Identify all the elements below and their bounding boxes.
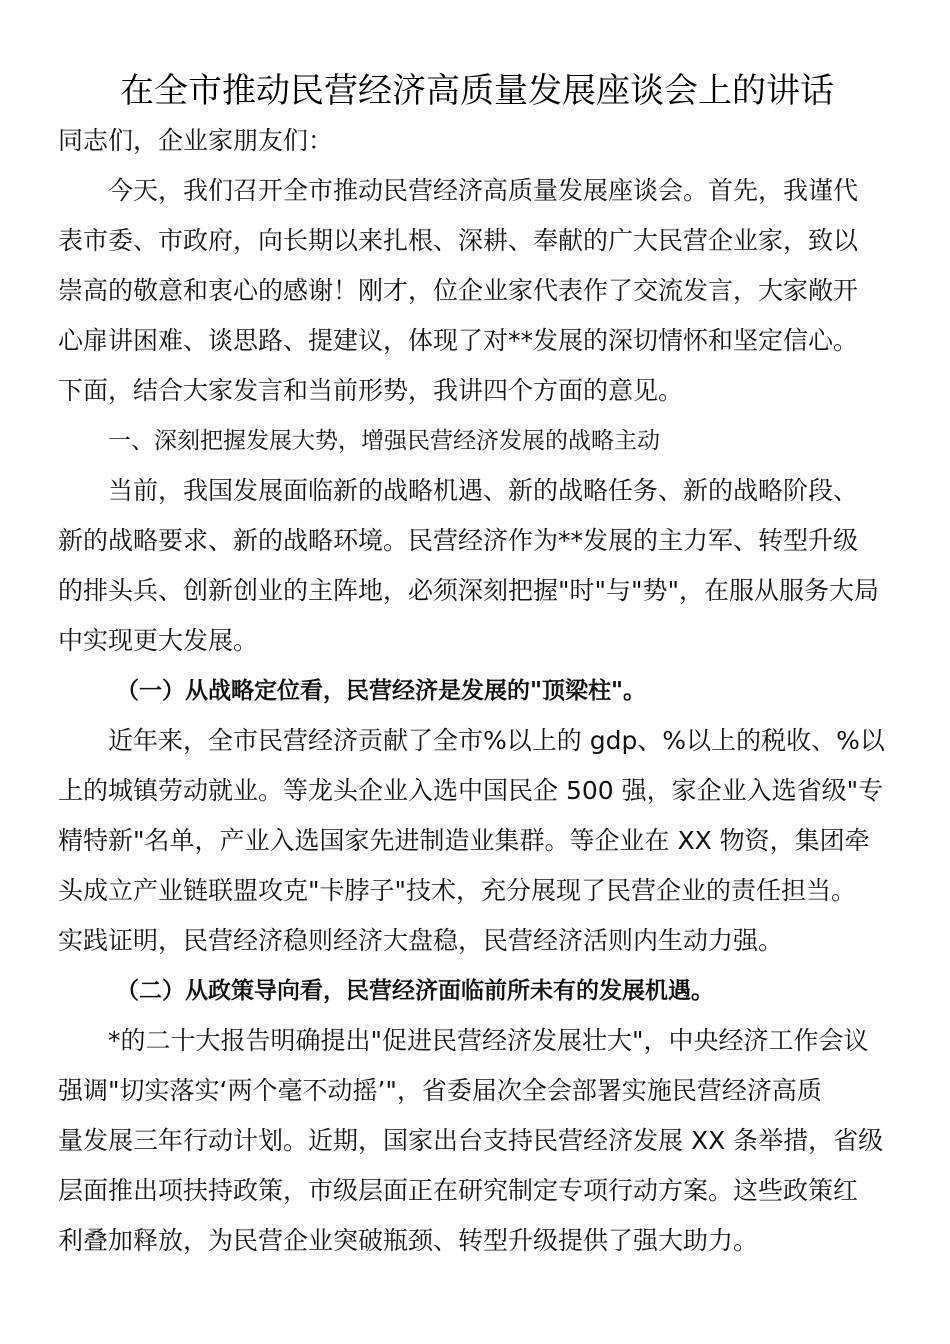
text-line: 利叠加释放，为民营企业突破瓶颈、转型升级提供了强大助力。 [58, 1226, 759, 1255]
text-line: 心扉讲困难、谈思路、提建议，体现了对**发展的深切情怀和坚定信心。 [58, 326, 859, 355]
text-line: *的二十大报告明确提出"促进民营经济发展壮大"，中央经济工作会议 [108, 1026, 869, 1055]
text-line: 精特新"名单，产业入选国家先进制造业集群。等企业在 XX 物资，集团牵 [58, 826, 870, 855]
text-line: 中实现更大发展。 [58, 626, 259, 655]
text-line: 量发展三年行动计划。近期，国家出台支持民营经济发展 XX 条举措，省级 [58, 1126, 884, 1155]
document-page [58, 66, 896, 1266]
text-line: 层面推出项扶持政策，市级层面正在研究制定专项行动方案。这些政策红 [58, 1176, 859, 1205]
text-line: 上的城镇劳动就业。等龙头企业入选中国民企 500 强，家企业入选省级"专 [58, 776, 884, 805]
paragraph-policy [58, 1016, 896, 1266]
text-line: 新的战略要求、新的战略环境。民营经济作为**发展的主力军、转型升级 [58, 526, 859, 555]
subsection-heading-1: （一）从战略定位看，民营经济是发展的"顶梁柱"。 [116, 678, 646, 704]
text-line: 当前，我国发展面临新的战略机遇、新的战略任务、新的战略阶段、 [108, 476, 859, 505]
text-line: 头成立产业链联盟攻克"卡脖子"技术，充分展现了民营企业的责任担当。 [58, 876, 857, 905]
text-line: 下面，结合大家发言和当前形势，我讲四个方面的意见。 [58, 376, 684, 405]
section-heading-1: 一、深刻把握发展大势，增强民营经济发展的战略主动 [108, 428, 660, 454]
subsection-heading-2: （二）从政策导向看，民营经济面临前所未有的发展机遇。 [116, 978, 714, 1004]
text-line: 今天，我们召开全市推动民营经济高质量发展座谈会。首先，我谨代 [108, 176, 859, 205]
text-line: 崇高的敬意和衷心的感谢！刚才，位企业家代表作了交流发言，大家敞开 [58, 276, 859, 305]
text-line: 表市委、市政府，向长期以来扎根、深耕、奉献的广大民营企业家，致以 [58, 226, 859, 255]
paragraph-situation [58, 466, 896, 666]
paragraph-achievements [58, 716, 896, 966]
text-line: 实践证明，民营经济稳则经济大盘稳，民营经济活则内生动力强。 [58, 926, 784, 955]
document-title: 在全市推动民营经济高质量发展座谈会上的讲话 [120, 71, 834, 111]
text-line: 的排头兵、创新创业的主阵地，必须深刻把握"时"与"势"，在服从服务大局 [58, 576, 879, 605]
text-line: 强调"切实落实‘两个毫不动摇’"，省委届次全会部署实施民营经济高质 [58, 1076, 822, 1105]
paragraph-intro [58, 166, 896, 416]
salutation: 同志们，企业家朋友们： [58, 126, 334, 155]
text-line: 近年来，全市民营经济贡献了全市%以上的 gdp、%以上的税收、%以 [108, 726, 885, 755]
